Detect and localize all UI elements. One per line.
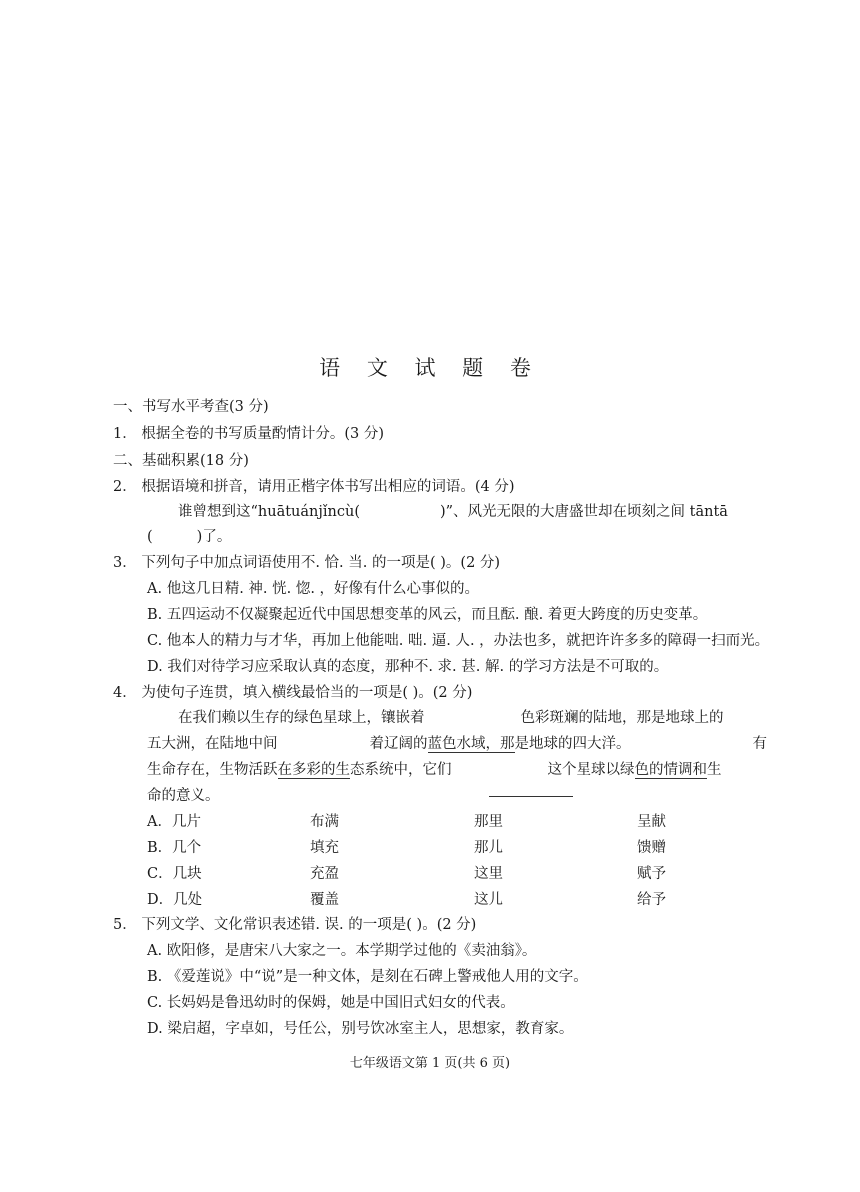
q5-option-d: D. 梁启超，字卓如，号任公，别号饮冰室主人，思想家，教育家。 — [147, 1021, 574, 1037]
question-1: 1． 根据全卷的书写质量酌情计分。(3 分) — [113, 426, 384, 442]
q4-p3a: 生命存在，生物活跃 — [147, 762, 278, 778]
q5-option-b: B. 《爱莲说》中“说”是一种文体，是刻在石碑上警戒他人用的文字。 — [147, 969, 588, 985]
q3-option-a: A. 他这几日精. 神. 恍. 惚. ，好像有什么心事似的。 — [147, 581, 480, 597]
q3-option-d: D. 我们对待学习应采取认真的态度，那种不. 求. 甚. 解. 的学习方法是不可取的。 — [147, 659, 669, 675]
q4-opt-b-2: 填充 — [310, 840, 339, 856]
q4-p3d: 这个星球以绿 — [547, 762, 635, 778]
q4-p2b: 着辽阔的 — [369, 736, 428, 752]
q3-option-b: B. 五四运动不仅凝聚起近代中国思想变革的风云，而且酝. 酿. 着更大跨度的历史变革。 — [147, 607, 708, 623]
q4-p2c: 蓝色水域，那 — [427, 736, 515, 752]
q4-passage-line3 — [147, 760, 722, 780]
q4-opt-b-3: 那儿 — [474, 840, 503, 856]
q2-text-a: 谁曾想到这“huātuánjǐncù( — [178, 504, 360, 520]
question-5: 5． 下列文学、文化常识表述错. 误. 的一项是( )。(2 分) — [113, 917, 477, 933]
q2-text-b: )”、风光无限的大唐盛世却在顷刻之间 tāntā — [439, 504, 728, 520]
q4-opt-d-1: D．几处 — [147, 892, 203, 908]
q2-text-c1: ( — [147, 529, 153, 545]
q4-p2e: 有 — [752, 736, 767, 752]
question-4: 4． 为使句子连贯，填入横线最恰当的一项是( )。(2 分) — [113, 685, 473, 701]
answer-underline — [489, 796, 573, 797]
q4-opt-c-2: 充盈 — [310, 866, 339, 882]
q4-passage-line2 — [147, 734, 767, 754]
q4-p3e: 色的情调和 — [634, 762, 707, 778]
q4-p3b: 在多彩的生 — [277, 762, 350, 778]
q4-opt-a-1: A．几片 — [147, 814, 201, 830]
section-1-heading: 一、书写水平考查(3 分) — [113, 399, 269, 415]
q4-opt-b-1: B．几个 — [147, 840, 202, 856]
q4-p2a: 五大洲，在陆地中间 — [147, 736, 278, 752]
question-2-text-line1 — [178, 502, 728, 522]
q4-opt-c-4: 赋予 — [637, 866, 666, 882]
q4-opt-a-3: 那里 — [474, 814, 503, 830]
q4-opt-c-1: C．几块 — [147, 866, 202, 882]
q5-option-a: A. 欧阳修，是唐宋八大家之一。本学期学过他的《卖油翁》。 — [147, 943, 537, 959]
q4-passage-line1 — [178, 708, 724, 728]
q4-p1a: 在我们赖以生存的绿色星球上，镶嵌着 — [178, 710, 425, 726]
page-title: 语 文 试 题 卷 — [319, 356, 541, 380]
q4-opt-c-3: 这里 — [474, 866, 503, 882]
page-footer: 七年级语文第 1 页(共 6 页) — [349, 1056, 511, 1071]
question-2-text-line2 — [147, 527, 231, 547]
section-2-heading: 二、基础积累(18 分) — [113, 453, 249, 469]
q4-opt-d-3: 这儿 — [474, 892, 503, 908]
q4-opt-d-2: 覆盖 — [310, 892, 339, 908]
q2-text-c2: )了。 — [196, 529, 232, 545]
q4-p2d: 是地球的四大洋。 — [514, 736, 631, 752]
q4-passage-line4: 命的意义。 — [147, 788, 220, 804]
q4-opt-a-4: 呈献 — [637, 814, 666, 830]
question-3: 3． 下列句子中加点词语使用不. 恰. 当. 的一项是( )。(2 分) — [113, 555, 501, 571]
q4-p1b: 色彩斑斓的陆地，那是地球上的 — [520, 710, 724, 726]
q4-opt-b-4: 馈赠 — [637, 840, 666, 856]
q4-p3f: 生 — [707, 762, 722, 778]
q4-opt-a-2: 布满 — [310, 814, 339, 830]
question-2: 2． 根据语境和拼音，请用正楷字体书写出相应的词语。(4 分) — [113, 479, 515, 495]
q4-opt-d-4: 给予 — [637, 892, 666, 908]
q3-option-c: C. 他本人的精力与才华，再加上他能咄. 咄. 逼. 人. ，办法也多，就把许许多多的障碍一扫而光。 — [147, 633, 770, 649]
q5-option-c: C. 长妈妈是鲁迅幼时的保姆，她是中国旧式妇女的代表。 — [147, 995, 515, 1011]
q4-p3c: 态系统中，它们 — [350, 762, 452, 778]
